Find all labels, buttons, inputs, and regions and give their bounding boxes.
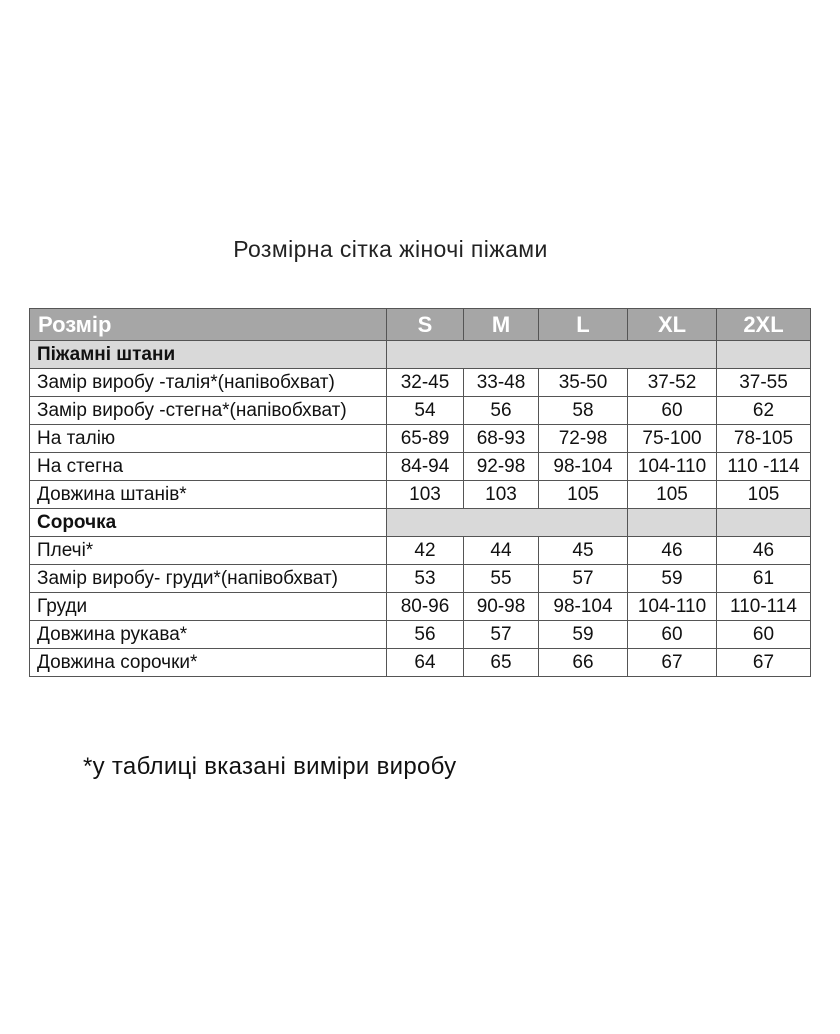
table-cell: 56 (464, 397, 539, 425)
footnote: *у таблиці вказані виміри виробу (83, 753, 457, 780)
size-chart-table (29, 308, 811, 677)
table-cell: 33-48 (464, 369, 539, 397)
table-cell: 105 (628, 481, 717, 509)
table-cell: 110-114 (717, 593, 811, 621)
table-cell: 105 (717, 481, 811, 509)
table-cell: 65 (464, 649, 539, 677)
table-row (30, 537, 811, 565)
header-cell-2xl: 2XL (717, 309, 811, 341)
table-cell: 110 -114 (717, 453, 811, 481)
section-fill (717, 341, 811, 369)
table-cell: 46 (628, 537, 717, 565)
table-row (30, 453, 811, 481)
table-cell: 92-98 (464, 453, 539, 481)
table-cell: 55 (464, 565, 539, 593)
table-cell: 78-105 (717, 425, 811, 453)
table-cell: 62 (717, 397, 811, 425)
table-cell: 44 (464, 537, 539, 565)
section-row-shirt (30, 509, 811, 537)
header-cell-size: Розмір (30, 309, 387, 341)
table-cell: 54 (387, 397, 464, 425)
table-cell: 60 (717, 621, 811, 649)
table-cell: 80-96 (387, 593, 464, 621)
row-label: Груди (30, 593, 387, 621)
table-row (30, 593, 811, 621)
page-title: Розмірна сітка жіночі піжами (233, 236, 548, 262)
table-cell: 72-98 (539, 425, 628, 453)
row-label: На стегна (30, 453, 387, 481)
table-cell: 105 (539, 481, 628, 509)
table-cell: 64 (387, 649, 464, 677)
table-row (30, 565, 811, 593)
table-row (30, 369, 811, 397)
row-label: На талію (30, 425, 387, 453)
section-fill (717, 509, 811, 537)
table-cell: 103 (464, 481, 539, 509)
row-label: Замір виробу -талія*(напівобхват) (30, 369, 387, 397)
header-cell-m: M (464, 309, 539, 341)
table-cell: 67 (717, 649, 811, 677)
table-cell: 56 (387, 621, 464, 649)
table-cell: 103 (387, 481, 464, 509)
section-title-pants: Піжамні штани (30, 341, 387, 369)
table-cell: 53 (387, 565, 464, 593)
row-label: Плечі* (30, 537, 387, 565)
table-cell: 104-110 (628, 593, 717, 621)
table-cell: 68-93 (464, 425, 539, 453)
section-row-pants (30, 341, 811, 369)
table-cell: 98-104 (539, 453, 628, 481)
table-row (30, 425, 811, 453)
header-cell-xl: XL (628, 309, 717, 341)
table-cell: 66 (539, 649, 628, 677)
table-cell: 65-89 (387, 425, 464, 453)
table-cell: 32-45 (387, 369, 464, 397)
table-row (30, 649, 811, 677)
table-cell: 84-94 (387, 453, 464, 481)
table-cell: 37-55 (717, 369, 811, 397)
section-fill (387, 341, 717, 369)
section-fill (628, 509, 717, 537)
table-cell: 59 (628, 565, 717, 593)
table-cell: 42 (387, 537, 464, 565)
table-cell: 45 (539, 537, 628, 565)
row-label: Довжина сорочки* (30, 649, 387, 677)
table-cell: 60 (628, 621, 717, 649)
table-cell: 37-52 (628, 369, 717, 397)
table-header-row (30, 309, 811, 341)
table-row (30, 481, 811, 509)
section-fill (387, 509, 628, 537)
table-cell: 57 (539, 565, 628, 593)
table-cell: 60 (628, 397, 717, 425)
row-label: Довжина штанів* (30, 481, 387, 509)
table-cell: 59 (539, 621, 628, 649)
table-row (30, 621, 811, 649)
table-cell: 58 (539, 397, 628, 425)
table-cell: 90-98 (464, 593, 539, 621)
table-cell: 104-110 (628, 453, 717, 481)
section-title-shirt: Сорочка (30, 509, 387, 537)
header-cell-l: L (539, 309, 628, 341)
table-row (30, 397, 811, 425)
table-cell: 46 (717, 537, 811, 565)
table-cell: 35-50 (539, 369, 628, 397)
table-cell: 67 (628, 649, 717, 677)
row-label: Замір виробу -стегна*(напівобхват) (30, 397, 387, 425)
table-cell: 61 (717, 565, 811, 593)
table-cell: 57 (464, 621, 539, 649)
header-cell-s: S (387, 309, 464, 341)
row-label: Замір виробу- груди*(напівобхват) (30, 565, 387, 593)
table-cell: 75-100 (628, 425, 717, 453)
table-cell: 98-104 (539, 593, 628, 621)
row-label: Довжина рукава* (30, 621, 387, 649)
